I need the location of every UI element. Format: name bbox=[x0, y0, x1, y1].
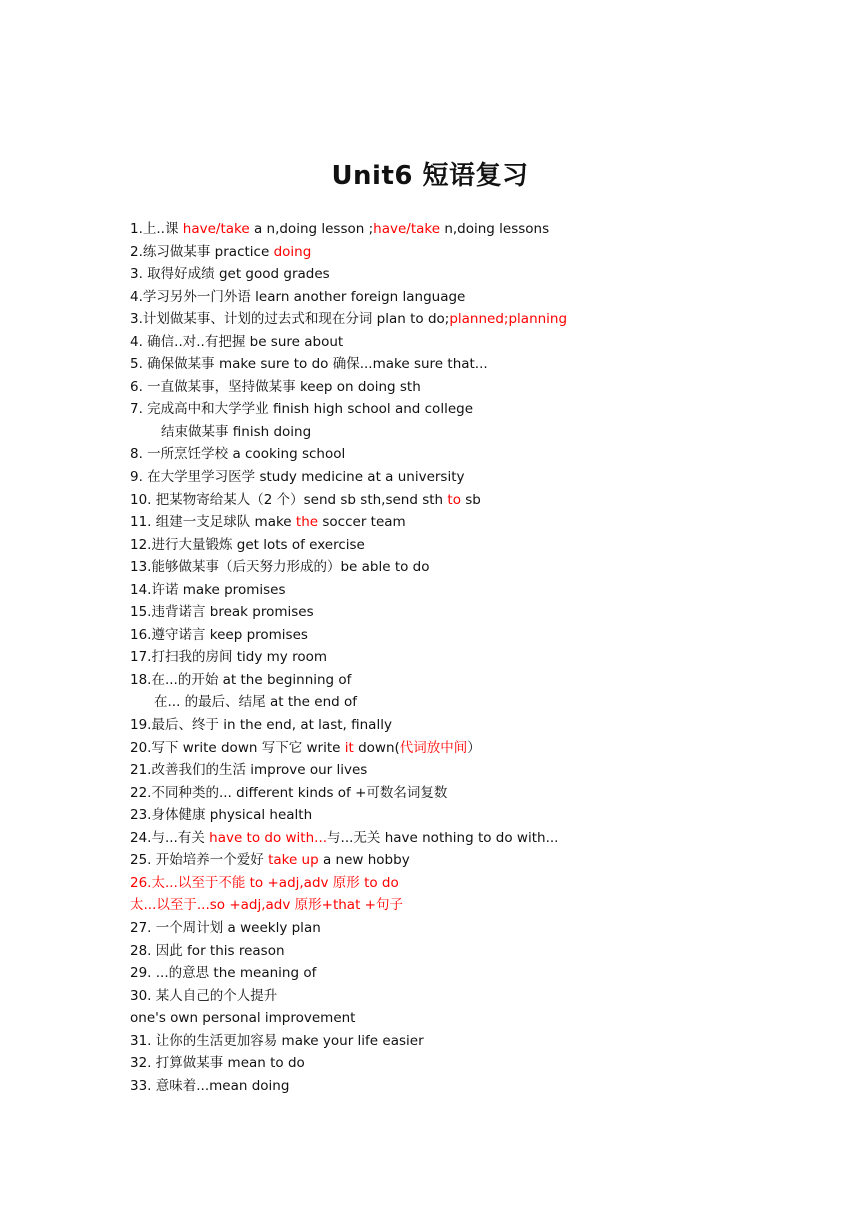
phrase-text: soccer team bbox=[318, 514, 406, 531]
phrase-line bbox=[130, 1075, 830, 1098]
phrase-text: 6. 一直做某事，坚持做某事 keep on doing sth bbox=[130, 378, 421, 395]
phrase-text: 11. 组建一支足球队 make bbox=[130, 514, 296, 531]
highlight-text: planned;planning bbox=[449, 311, 568, 328]
phrase-text: 10. 把某物寄给某人（2 个）send sb sth,send sth bbox=[130, 491, 448, 508]
phrase-text: 结束做某事 finish doing bbox=[161, 423, 312, 440]
highlight-text: have to do with... bbox=[209, 829, 328, 846]
phrase-text: 在... 的最后、结尾 at the end of bbox=[154, 694, 357, 711]
phrase-text: 29. ...的意思 the meaning of bbox=[130, 965, 317, 982]
phrase-line bbox=[130, 646, 830, 669]
phrase-line bbox=[130, 331, 830, 354]
phrase-text: 20.写下 write down 写下它 write bbox=[130, 739, 345, 756]
phrase-line bbox=[130, 759, 830, 782]
phrase-text: 4. 确信..对..有把握 be sure about bbox=[130, 333, 344, 350]
phrase-line bbox=[130, 421, 830, 444]
phrase-text: n,doing lessons bbox=[440, 221, 550, 237]
phrase-line bbox=[130, 241, 830, 264]
phrase-text: 30. 某人自己的个人提升 bbox=[130, 987, 278, 1004]
phrase-line bbox=[130, 601, 830, 624]
phrase-line bbox=[130, 669, 830, 692]
phrase-line bbox=[130, 985, 830, 1008]
phrase-text: 24.与...有关 bbox=[130, 829, 210, 846]
phrase-text: one's own personal improvement bbox=[130, 1010, 356, 1027]
phrase-line bbox=[130, 398, 830, 421]
phrase-text: 32. 打算做某事 mean to do bbox=[130, 1055, 305, 1072]
phrase-text: 27. 一个周计划 a weekly plan bbox=[130, 919, 321, 936]
phrase-line bbox=[130, 1052, 830, 1075]
phrase-text: 5. 确保做某事 make sure to do 确保...make sure that... bbox=[130, 356, 488, 373]
phrase-text: 22.不同种类的... different kinds of +可数名词复数 bbox=[130, 784, 448, 801]
phrase-text: 25. 开始培养一个爱好 bbox=[130, 852, 269, 869]
page-title: Unit6 短语复习 bbox=[331, 161, 529, 191]
phrase-text: sb bbox=[460, 491, 481, 508]
phrase-text: 2.练习做某事 practice bbox=[130, 243, 274, 260]
phrase-text: 31. 让你的生活更加容易 make your life easier bbox=[130, 1032, 424, 1049]
phrase-text: a new hobby bbox=[318, 852, 410, 869]
phrase-text: 15.违背诺言 break promises bbox=[130, 604, 314, 621]
phrase-line bbox=[130, 849, 830, 872]
phrase-text: 21.改善我们的生活 improve our lives bbox=[130, 762, 368, 779]
phrase-text: 12.进行大量锻炼 get lots of exercise bbox=[130, 536, 365, 553]
phrase-text: 与...无关 have nothing to do with... bbox=[327, 829, 559, 846]
highlight-text: doing bbox=[273, 243, 312, 260]
phrase-line bbox=[130, 556, 830, 579]
phrase-line bbox=[130, 691, 830, 714]
phrase-line bbox=[130, 579, 830, 602]
phrase-text: down( bbox=[353, 739, 400, 756]
phrase-line bbox=[130, 1007, 830, 1030]
phrase-line bbox=[130, 714, 830, 737]
phrase-line bbox=[130, 804, 830, 827]
phrase-line bbox=[130, 511, 830, 534]
phrase-text: 19.最后、终于 in the end, at last, finally bbox=[130, 717, 392, 734]
phrase-line bbox=[130, 827, 830, 850]
phrase-line bbox=[130, 917, 830, 940]
phrase-list bbox=[130, 218, 830, 1097]
highlight-text: to bbox=[447, 491, 461, 508]
phrase-line bbox=[130, 466, 830, 489]
phrase-text: 18.在...的开始 at the beginning of bbox=[130, 671, 352, 688]
phrase-line bbox=[130, 894, 830, 917]
phrase-line bbox=[130, 872, 830, 895]
phrase-line bbox=[130, 443, 830, 466]
phrase-text: 16.遵守诺言 keep promises bbox=[130, 626, 308, 643]
highlight-text: it bbox=[344, 739, 354, 756]
highlight-text: 太...以至于...so +adj,adv 原形+that +句子 bbox=[130, 897, 403, 914]
highlight-text: 代词放中间 bbox=[399, 739, 468, 756]
phrase-text: 33. 意味着...mean doing bbox=[130, 1077, 290, 1094]
highlight-text: have/take bbox=[373, 221, 441, 237]
phrase-text: 14.许诺 make promises bbox=[130, 581, 286, 598]
phrase-text: 3.计划做某事、计划的过去式和现在分词 plan to do; bbox=[130, 311, 450, 328]
phrase-text: 3. 取得好成绩 get good grades bbox=[130, 266, 330, 283]
phrase-text: 17.打扫我的房间 tidy my room bbox=[130, 649, 328, 666]
phrase-line bbox=[130, 737, 830, 760]
phrase-text: 1.上..课 bbox=[130, 221, 183, 237]
phrase-line bbox=[130, 624, 830, 647]
phrase-text: 4.学习另外一门外语 learn another foreign language bbox=[130, 288, 466, 305]
phrase-line bbox=[130, 940, 830, 963]
phrase-text: a n,doing lesson ; bbox=[249, 221, 374, 237]
phrase-text: 23.身体健康 physical health bbox=[130, 807, 313, 824]
phrase-line bbox=[130, 376, 830, 399]
phrase-line bbox=[130, 962, 830, 985]
highlight-text: take up bbox=[268, 852, 319, 869]
phrase-line bbox=[130, 353, 830, 376]
phrase-text: ） bbox=[467, 739, 481, 756]
highlight-text: the bbox=[295, 514, 319, 531]
phrase-line bbox=[130, 308, 830, 331]
phrase-line bbox=[130, 1030, 830, 1053]
highlight-text: have/take bbox=[182, 221, 250, 237]
highlight-text: 26.太...以至于不能 to +adj,adv 原形 to do bbox=[130, 874, 399, 891]
phrase-line bbox=[130, 782, 830, 805]
phrase-line bbox=[130, 263, 830, 286]
phrase-text: 9. 在大学里学习医学 study medicine at a university bbox=[130, 469, 465, 486]
phrase-line bbox=[130, 286, 830, 309]
phrase-text: 28. 因此 for this reason bbox=[130, 942, 285, 959]
phrase-text: 13.能够做某事（后天努力形成的）be able to do bbox=[130, 559, 430, 576]
phrase-line bbox=[130, 218, 830, 241]
phrase-text: 8. 一所烹饪学校 a cooking school bbox=[130, 446, 346, 463]
phrase-text: 7. 完成高中和大学学业 finish high school and college bbox=[130, 401, 474, 418]
phrase-line bbox=[130, 534, 830, 557]
phrase-line bbox=[130, 489, 830, 512]
